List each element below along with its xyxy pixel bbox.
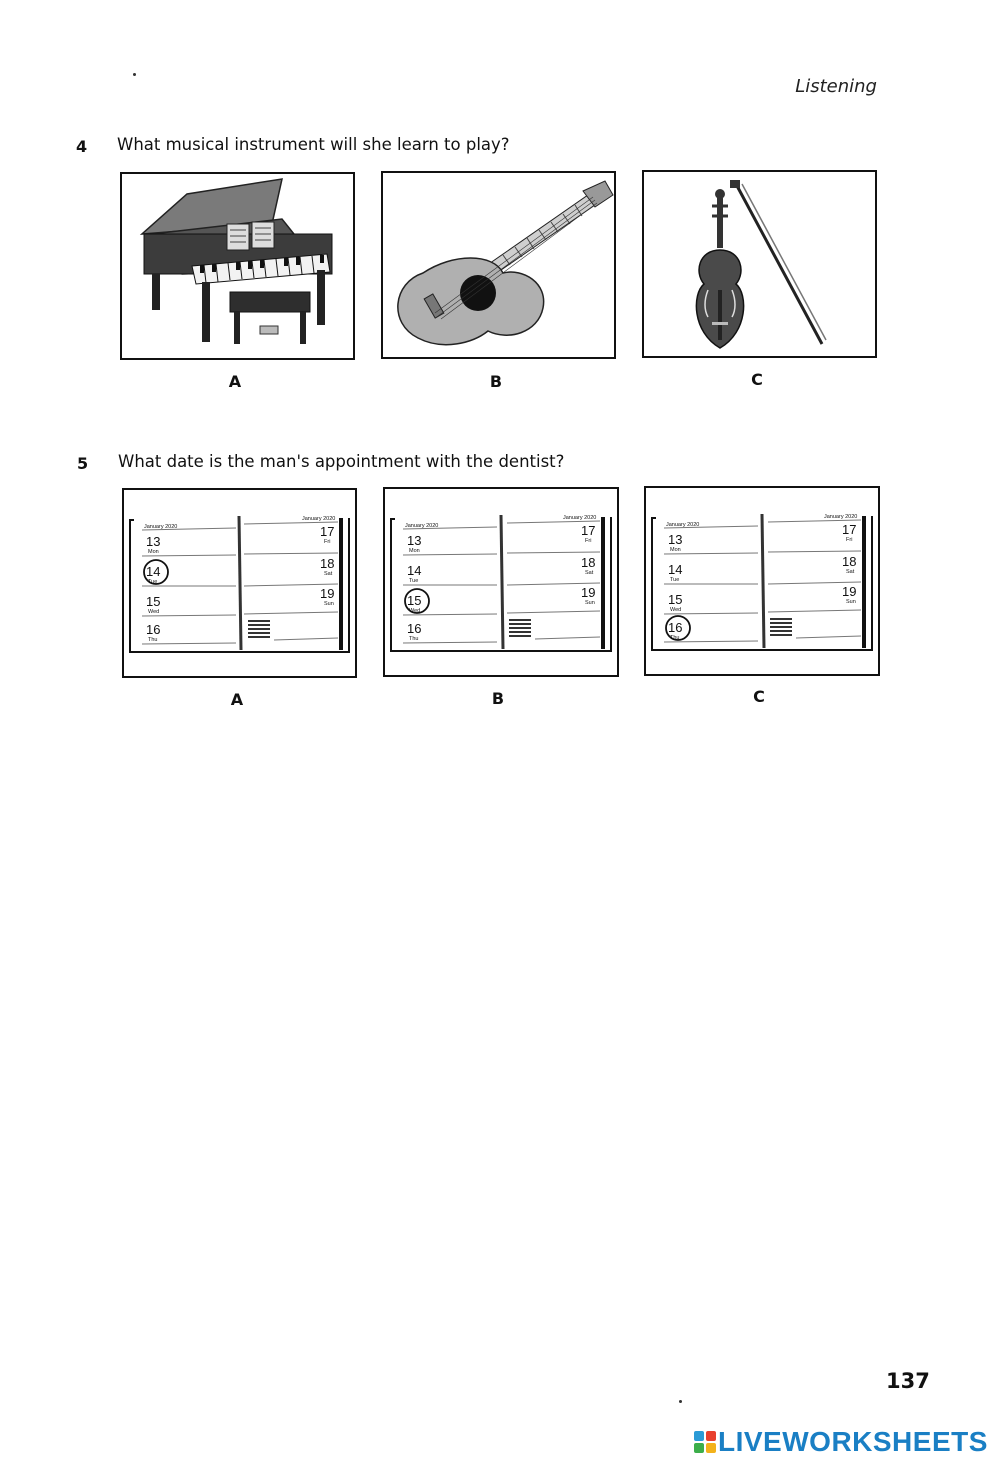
day-19: 19 — [320, 586, 335, 601]
question-4-text: What musical instrument will she learn to play? — [117, 135, 510, 154]
liveworksheets-logo-icon — [694, 1431, 716, 1453]
calendar-month-right: January 2020 — [302, 516, 336, 522]
day-sat: Sat — [585, 570, 594, 576]
brand-logo[interactable] — [694, 1426, 988, 1458]
day-14: 14 — [668, 562, 683, 577]
option-5a-image[interactable] — [122, 488, 357, 678]
option-5c-image[interactable] — [644, 486, 880, 676]
day-wed: Wed — [409, 608, 421, 614]
mini-calendar-grid — [770, 618, 792, 636]
option-5b-image[interactable] — [383, 487, 619, 677]
day-16: 16 — [668, 620, 683, 635]
day-15: 15 — [407, 593, 422, 608]
day-15: 15 — [146, 594, 161, 609]
day-13: 13 — [668, 532, 683, 547]
mini-calendar-grid — [509, 619, 531, 637]
calendar-icon — [385, 489, 617, 675]
day-mon: Mon — [148, 549, 159, 555]
calendar-month-left: January 2020 — [405, 523, 439, 529]
calendar-icon — [124, 490, 355, 676]
option-4a-image[interactable] — [120, 172, 355, 360]
option-4b-label: B — [489, 372, 503, 391]
question-5-text: What date is the man's appointment with the dentist? — [118, 452, 565, 471]
calendar-month-left: January 2020 — [666, 522, 700, 528]
day-tue: Tue — [409, 578, 419, 584]
day-sun: Sun — [846, 599, 856, 605]
calendar-month-right: January 2020 — [563, 515, 597, 521]
mini-calendar-grid — [248, 620, 270, 638]
day-fri: Fri — [846, 537, 853, 543]
day-thu: Thu — [670, 635, 680, 641]
option-4b-image[interactable] — [381, 171, 616, 359]
option-5b-label: B — [491, 689, 505, 708]
day-sun: Sun — [324, 601, 334, 607]
day-tue: Tue — [148, 579, 158, 585]
brand-name: LIVEWORKSHEETS — [718, 1426, 988, 1457]
calendar-month-right: January 2020 — [824, 514, 858, 520]
option-4c-label: C — [751, 370, 763, 389]
question-4-number: 4 — [76, 137, 88, 156]
day-fri: Fri — [585, 538, 592, 544]
day-wed: Wed — [670, 607, 682, 613]
day-14: 14 — [146, 564, 161, 579]
scan-speck — [133, 73, 136, 76]
calendar-icon — [646, 488, 878, 674]
day-sat: Sat — [324, 571, 333, 577]
day-mon: Mon — [670, 547, 681, 553]
day-17: 17 — [320, 524, 335, 539]
option-5a-label: A — [230, 690, 244, 709]
violin-icon — [644, 172, 875, 356]
day-17: 17 — [581, 523, 596, 538]
day-18: 18 — [320, 556, 335, 571]
piano-icon — [122, 174, 353, 358]
day-19: 19 — [581, 585, 596, 600]
day-17: 17 — [842, 522, 857, 537]
day-19: 19 — [842, 584, 857, 599]
day-thu: Thu — [409, 636, 419, 642]
day-tue: Tue — [670, 577, 680, 583]
day-sun: Sun — [585, 600, 595, 606]
calendar-month-left: January 2020 — [144, 524, 178, 530]
day-18: 18 — [842, 554, 857, 569]
day-fri: Fri — [324, 539, 331, 545]
option-5c-label: C — [753, 687, 765, 706]
option-4c-image[interactable] — [642, 170, 877, 358]
question-5-number: 5 — [77, 454, 89, 473]
day-16: 16 — [407, 621, 422, 636]
day-13: 13 — [407, 533, 422, 548]
page-number: 137 — [886, 1369, 930, 1393]
day-sat: Sat — [846, 569, 855, 575]
guitar-icon — [383, 173, 614, 357]
option-4a-label: A — [228, 372, 242, 391]
day-13: 13 — [146, 534, 161, 549]
scan-speck — [679, 1400, 682, 1403]
day-15: 15 — [668, 592, 683, 607]
section-title: Listening — [795, 76, 877, 97]
day-16: 16 — [146, 622, 161, 637]
day-mon: Mon — [409, 548, 420, 554]
day-wed: Wed — [148, 609, 160, 615]
day-14: 14 — [407, 563, 422, 578]
day-18: 18 — [581, 555, 596, 570]
day-thu: Thu — [148, 637, 158, 643]
